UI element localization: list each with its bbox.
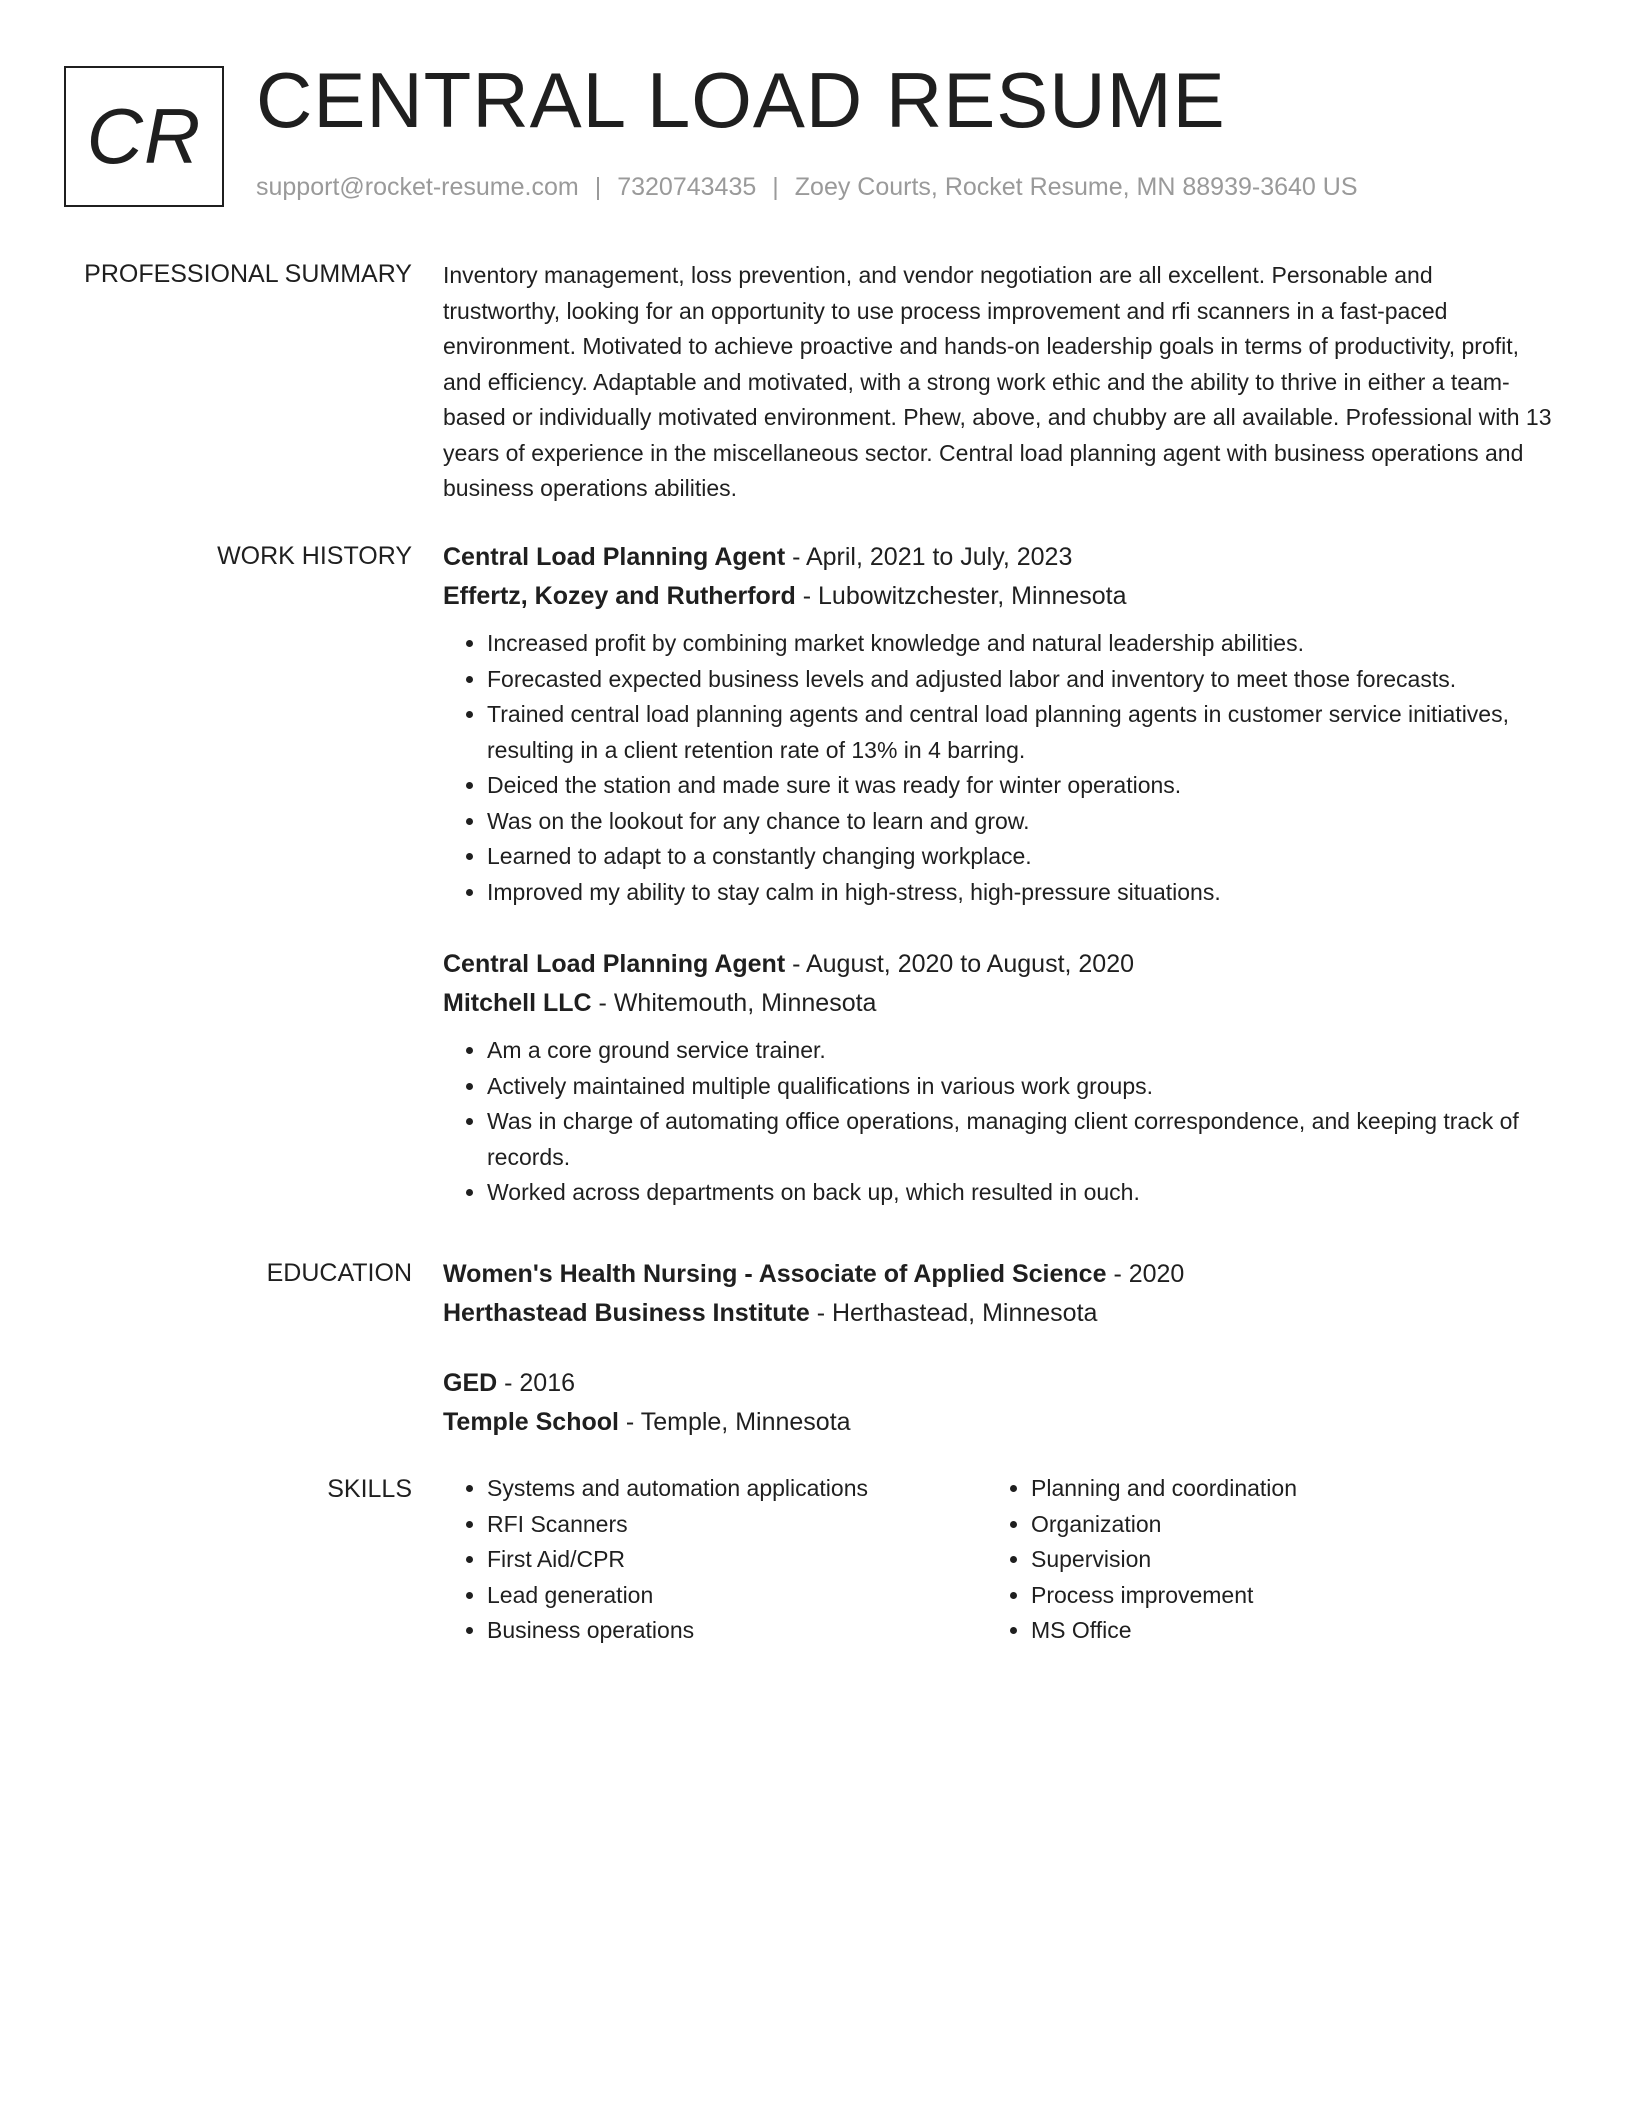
- job-title: Central Load Planning Agent: [443, 543, 786, 571]
- job-title-line: [443, 538, 1553, 577]
- skills-grid: [443, 1471, 1553, 1649]
- skill-item: • First Aid/CPR: [487, 1542, 987, 1578]
- education-location: - Temple, Minnesota: [618, 1408, 851, 1436]
- job-bullet: • Worked across departments on back up, which resulted in ouch.: [487, 1175, 1553, 1211]
- skill-item: • RFI Scanners: [487, 1507, 987, 1543]
- job-company: Mitchell LLC: [443, 989, 592, 1017]
- contact-separator: |: [772, 173, 779, 201]
- education-entry: [443, 1255, 1553, 1333]
- job-bullet: • Forecasted expected business levels and adjusted labor and inventory to meet those forecasts.: [487, 662, 1553, 698]
- summary-body: [443, 258, 1553, 507]
- contact-address: Zoey Courts, Rocket Resume, MN 88939-3640 US: [794, 173, 1358, 201]
- job-location: - Lubowitzchester, Minnesota: [795, 582, 1127, 610]
- education-degree-line: [443, 1255, 1553, 1294]
- summary-heading: PROFESSIONAL SUMMARY: [84, 260, 412, 288]
- job-title-line: [443, 945, 1553, 984]
- education-heading: EDUCATION: [266, 1259, 412, 1287]
- education-school: Herthastead Business Institute: [443, 1299, 810, 1327]
- skills-body: [443, 1471, 1553, 1649]
- skills-heading: SKILLS: [327, 1475, 412, 1503]
- contact-phone: 7320743435: [617, 173, 757, 201]
- education-year: - 2020: [1106, 1260, 1185, 1288]
- education-entry: [443, 1364, 1553, 1442]
- work-history-heading: WORK HISTORY: [217, 542, 412, 570]
- education-body: [443, 1255, 1553, 1442]
- education-degree-line: [443, 1364, 1553, 1403]
- education-year: - 2016: [497, 1369, 576, 1397]
- education-degree: GED: [443, 1369, 498, 1397]
- education-school-line: [443, 1403, 1553, 1442]
- monogram-logo: [64, 66, 224, 207]
- skills-list: [443, 1471, 987, 1649]
- job-bullet: • Increased profit by combining market knowledge and natural leadership abilities.: [487, 626, 1553, 662]
- job-bullet: • Deiced the station and made sure it was ready for winter operations.: [487, 768, 1553, 804]
- contact-email: support@rocket-resume.com: [256, 173, 579, 201]
- skill-item: • Supervision: [1031, 1542, 1531, 1578]
- skills-column-left: [443, 1471, 987, 1649]
- job-dates: - April, 2021 to July, 2023: [785, 543, 1073, 571]
- skill-item: • Lead generation: [487, 1578, 987, 1614]
- job-bullets: [443, 1033, 1553, 1211]
- skill-item: • Organization: [1031, 1507, 1531, 1543]
- skill-item: • Systems and automation applications: [487, 1471, 987, 1507]
- education-school: Temple School: [443, 1408, 619, 1436]
- job-bullet: • Improved my ability to stay calm in high-stress, high-pressure situations.: [487, 875, 1553, 911]
- job-company: Effertz, Kozey and Rutherford: [443, 582, 796, 610]
- skill-item: • Planning and coordination: [1031, 1471, 1531, 1507]
- job-title: Central Load Planning Agent: [443, 950, 786, 978]
- job-company-line: [443, 984, 1553, 1023]
- job-bullet: • Actively maintained multiple qualifications in various work groups.: [487, 1069, 1553, 1105]
- contact-separator: |: [594, 173, 602, 201]
- job-bullet: • Am a core ground service trainer.: [487, 1033, 1553, 1069]
- job-bullet: • Learned to adapt to a constantly changing workplace.: [487, 839, 1553, 875]
- education-degree: Women's Health Nursing - Associate of Applied Science: [443, 1260, 1107, 1288]
- skills-list: [987, 1471, 1531, 1649]
- job-entry: [443, 538, 1553, 910]
- job-entry: [443, 945, 1553, 1211]
- contact-line: [256, 173, 1358, 202]
- skill-item: • Process improvement: [1031, 1578, 1531, 1614]
- job-dates: - August, 2020 to August, 2020: [785, 950, 1135, 978]
- resume-title: CENTRAL LOAD RESUME: [256, 56, 1226, 144]
- summary-text: Inventory management, loss prevention, and vendor negotiation are all excellent. Personable and trustworthy, looking for an opportunity to use process improvement and rfi scanners in a fast-paced environment. Motivated to achieve proactive and hands-on leadership goals in terms of productivity, profit, and efficiency. Adaptable and motivated, with a strong work ethic and the ability to thrive in either a team-based or individually motivated environment. Phew, above, and chubby are all available. Professional with 13 years of experience in the miscellaneous sector. Central load planning agent with business operations and business operations abilities.: [443, 262, 1552, 501]
- job-location: - Whitemouth, Minnesota: [591, 989, 877, 1017]
- skill-item: • MS Office: [1031, 1613, 1531, 1649]
- skill-item: • Business operations: [487, 1613, 987, 1649]
- skills-column-right: [987, 1471, 1531, 1649]
- job-bullets: [443, 626, 1553, 910]
- education-location: - Herthastead, Minnesota: [809, 1299, 1098, 1327]
- job-bullet: • Trained central load planning agents and central load planning agents in customer service initiatives, resulting in a client retention rate of 13% in 4 barring.: [487, 697, 1553, 768]
- job-bullet: • Was on the lookout for any chance to learn and grow.: [487, 804, 1553, 840]
- job-company-line: [443, 577, 1553, 616]
- education-school-line: [443, 1294, 1553, 1333]
- work-history-body: [443, 538, 1553, 1211]
- job-bullet: • Was in charge of automating office operations, managing client correspondence, and keeping track of records.: [487, 1104, 1553, 1175]
- monogram-text: CR: [86, 92, 202, 180]
